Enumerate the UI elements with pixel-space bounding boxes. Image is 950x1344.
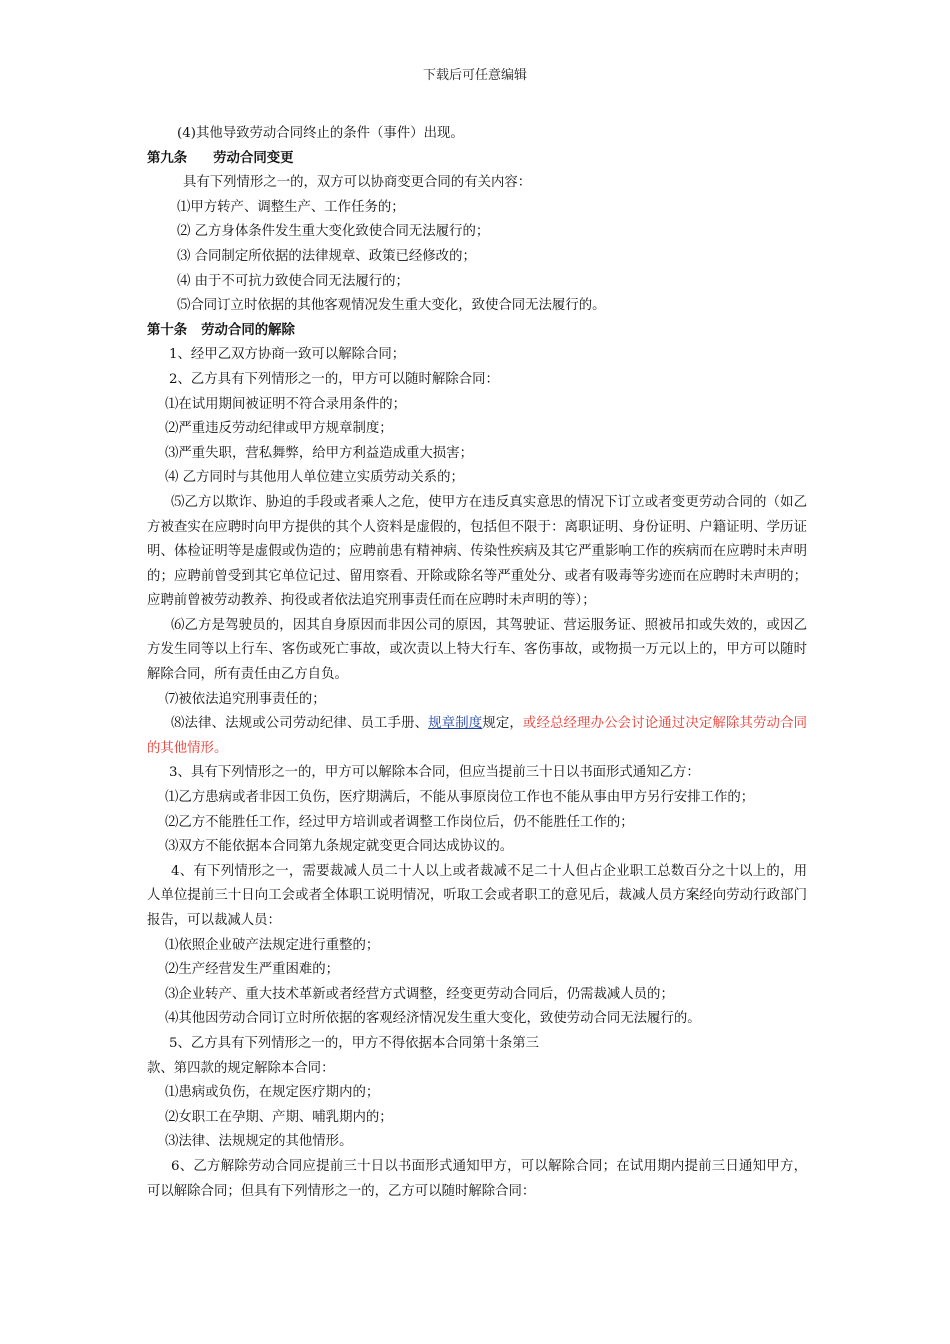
paragraph: (4)其他导致劳动合同终止的条件（事件）出现。 [177, 126, 464, 141]
highlighted-text: 或经总经理办公会讨论通过决定解除其劳动合同的其他情形。 [147, 716, 808, 756]
list-item: ⑵严重违反劳动纪律或甲方规章制度； [165, 421, 393, 437]
list-item: ⑴患病或负伤，在规定医疗期内的； [165, 1085, 380, 1101]
list-item: ⑵生产经营发生严重困难的； [165, 962, 340, 978]
list-item: ⑷ 由于不可抗力致使合同无法履行的； [177, 273, 409, 289]
paragraph: 1、经甲乙双方协商一致可以解除合同； [169, 347, 406, 363]
list-item: ⑶法律、法规规定的其他情形。 [165, 1134, 353, 1150]
paragraph: 2、乙方具有下列情形之一的，甲方可以随时解除合同： [169, 371, 499, 387]
section-heading-9 [147, 147, 807, 172]
list-item: ⑷ 乙方同时与其他用人单位建立实质劳动关系的； [165, 470, 464, 486]
list-item: ⑷其他因劳动合同订立时所依据的客观经济情况发生重大变化，致使劳动合同无法履行的。 [165, 1011, 701, 1027]
section-title: 劳动合同变更 [213, 150, 294, 166]
list-item: ⑴甲方转产、调整生产、工作任务的； [177, 199, 405, 215]
section-heading-10: 第十条 劳动合同的解除 [147, 322, 295, 338]
list-item: ⑶企业转产、重大技术革新或者经营方式调整，经变更劳动合同后，仍需裁减人员的； [165, 986, 674, 1002]
list-item: ⑵乙方不能胜任工作，经过甲方培训或者调整工作岗位后，仍不能胜任工作的； [165, 814, 634, 830]
list-item: ⑸合同订立时依据的其他客观情况发生重大变化，致使合同无法履行的。 [177, 298, 606, 314]
list-item: ⑵ 乙方身体条件发生重大变化致使合同无法履行的； [177, 224, 490, 240]
item-text: 规定， [482, 716, 523, 732]
document-body [147, 122, 807, 1204]
list-item: ⑸乙方以欺诈、胁迫的手段或者乘人之危，使甲方在违反真实意思的情况下订立或者变更劳动合同的（如乙方被查实在应聘时向甲方提供的其个人资料是虚假的，包括但不限于：离职证明、身份证明、户籍证明、学历证明、体检证明等是虚假或伪造的；应聘前患有精神病、传染性疾病及其它严重影响工作的疾病而在应聘时未声明的；应聘前曾受到其它单位记过、留用察看、开除或除名等严重处分、或者有吸毒等劣迹而在应聘时未声明的；应聘前曾被劳动教养、拘役或者依法追究刑事责任而在应聘时未声明的等）； [147, 494, 807, 609]
list-item: ⑴依照企业破产法规定进行重整的； [165, 937, 380, 953]
paragraph: 3、具有下列情形之一的，甲方可以解除本合同，但应当提前三十日以书面形式通知乙方： [169, 765, 700, 781]
regulations-link[interactable]: 规章制度 [428, 716, 483, 732]
paragraph: 4、有下列情形之一，需要裁减人员二十人以上或者裁减不足二十人但占企业职工总数百分之十以上的，用人单位提前三十日向工会或者全体职工说明情况，听取工会或者职工的意见后，裁减人员方案经向劳动行政部门报告，可以裁减人员： [147, 863, 807, 928]
list-item: ⑴乙方患病或者非因工负伤，医疗期满后，不能从事原岗位工作也不能从事由甲方另行安排工作的； [165, 790, 755, 806]
paragraph: 款、第四款的规定解除本合同： [147, 1060, 335, 1076]
page-header: 下载后可任意编辑 [422, 68, 527, 83]
list-item: ⑺被依法追究刑事责任的； [165, 691, 326, 707]
paragraph: 具有下列情形之一的，双方可以协商变更合同的有关内容： [183, 175, 532, 191]
list-item: ⑵女职工在孕期、产期、哺乳期内的； [165, 1109, 393, 1125]
list-item: ⑶双方不能依据本合同第九条规定就变更合同达成协议的。 [165, 839, 514, 855]
list-item: ⑹乙方是驾驶员的，因其自身原因而非因公司的原因，其驾驶证、营运服务证、照被吊扣或失效的，或因乙方发生同等以上行车、客伤或死亡事故，或次责以上特大行车、客伤事故，或物损一万元以上的，甲方可以随时解除合同，所有责任由乙方自负。 [147, 617, 807, 683]
item-text: ⑻法律、法规或公司劳动纪律、员工手册、 [171, 716, 429, 732]
list-item [147, 712, 807, 761]
list-item: ⑶ 合同制定所依据的法律规章、政策已经修改的； [177, 248, 476, 264]
list-item: ⑴在试用期间被证明不符合录用条件的； [165, 396, 407, 412]
section-number: 第九条 [147, 150, 188, 166]
list-item: ⑶严重失职，营私舞弊，给甲方利益造成重大损害； [165, 445, 473, 461]
paragraph: 6、乙方解除劳动合同应提前三十日以书面形式通知甲方，可以解除合同；在试用期内提前三日通知甲方，可以解除合同；但具有下列情形之一的，乙方可以随时解除合同： [147, 1158, 807, 1199]
paragraph: 5、乙方具有下列情形之一的，甲方不得依据本合同第十条第三 [169, 1035, 540, 1051]
